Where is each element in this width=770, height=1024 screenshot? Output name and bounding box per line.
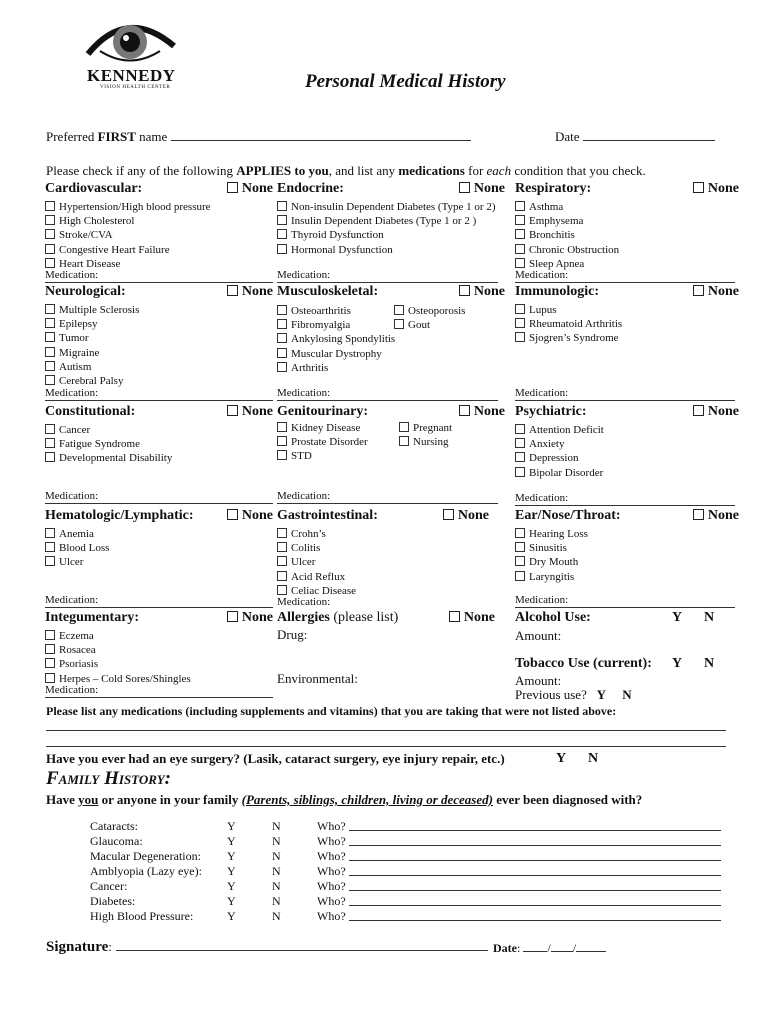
checkbox-icon[interactable] [277,450,287,460]
const-item[interactable] [45,437,273,451]
const-none[interactable]: None [227,404,273,420]
genito-item[interactable] [277,449,368,463]
condition-label: Cataracts: [90,819,138,833]
checkbox-icon[interactable] [515,528,525,538]
allergy-environmental[interactable]: Environmental: [277,671,358,686]
signature-line [116,950,488,951]
previous-yes[interactable]: Y [596,687,606,702]
ent-item[interactable] [515,527,739,541]
genito-label: STD [291,450,312,463]
resp-none[interactable]: None [693,181,739,197]
psychiatric-section: Psychiatric: None Attention Deficit Anxiety Depression Bipolar Disorder Medication: [515,404,739,504]
checkbox-icon[interactable] [45,630,55,640]
family-history-question: Have you or anyone in your family (Parents, siblings, children, living or deceased) ever been diagnosed with? [46,792,643,807]
checkbox-icon[interactable] [45,201,55,211]
checkbox-icon[interactable] [277,362,287,372]
family-history-row [90,909,730,924]
cardio-item[interactable] [45,200,273,214]
cardio-label: Stroke/CVA [59,229,113,242]
kennedy-logo [82,14,182,94]
checkbox-icon[interactable] [277,305,287,315]
checkbox-icon[interactable] [45,438,55,448]
allergies-section: Allergies (please list) None Drug: Environmental: [277,610,495,686]
ent-label: Sinusitis [529,542,567,555]
neuro-label: Migraine [59,346,100,359]
checkbox-icon[interactable] [45,215,55,225]
instructions: Please check if any of the following APPLIES to you, and list any medications for each condition that you check. [46,163,646,178]
cardio-item[interactable] [45,228,273,242]
resp-label: Bronchitis [529,229,575,242]
checkbox-icon[interactable] [45,258,55,268]
musc-item[interactable] [277,304,395,318]
const-label: Fatigue Syndrome [59,438,140,451]
endo-label: Hormonal Dysfunction [291,243,393,256]
neuro-label: Cerebral Palsy [59,375,124,388]
gastro-item[interactable] [277,570,497,584]
checkbox-icon[interactable] [45,424,55,434]
endo-items [277,200,505,257]
gastro-label: Crohn’s [291,528,326,540]
tobacco-no[interactable]: N [704,656,715,671]
other-meds-line-2[interactable] [46,746,726,747]
checkbox-icon[interactable] [399,436,409,446]
musc-col1 [277,304,395,375]
who-field[interactable]: Who? [317,894,346,909]
integ-items [45,629,273,686]
checkbox-icon[interactable] [45,644,55,654]
cardio-medication[interactable]: Medication: [45,269,273,283]
integ-label: Rosacea [59,644,96,657]
gastro-label: Celiac Disease [291,584,357,597]
integ-medication[interactable]: Medication: [45,684,273,698]
gastro-item[interactable] [277,527,497,541]
musc-item[interactable] [277,347,395,361]
gastro-label: Acid Reflux [291,570,346,583]
allergy-drug[interactable]: Drug: [277,627,308,642]
musc-label: Arthritis [291,361,329,374]
signature-date-field[interactable]: Date: / / [493,941,606,956]
neuro-medication[interactable]: Medication: [45,387,273,401]
immuno-label: Sjogren’s Syndrome [529,332,619,345]
checkbox-icon[interactable] [394,305,404,315]
checkbox-icon[interactable] [515,556,525,566]
family-history-row [90,879,730,894]
checkbox-icon[interactable] [515,542,525,552]
integ-none[interactable]: None [227,610,273,626]
musc-item[interactable] [277,332,395,346]
hema-label: Ulcer [59,556,84,569]
const-item[interactable] [45,423,273,437]
ent-label: Hearing Loss [529,528,588,540]
gastrointestinal-section: Gastrointestinal: None Crohn’s Colitis Ulcer Acid Reflux Celiac Disease Medication: [277,508,497,608]
genito-col2 [399,421,452,449]
immuno-label: Lupus [529,304,557,316]
const-medication[interactable]: Medication: [45,490,273,504]
who-field[interactable]: Who? [317,849,346,864]
psych-label: Bipolar Disorder [529,466,604,479]
neuro-label: Autism [59,360,92,373]
cardio-label: Congestive Heart Failure [59,243,170,256]
cardio-label: Heart Disease [59,257,121,270]
genitourinary-section: Genitourinary: None Kidney Disease Prostate Disorder STD Pregnant Nursing Medication: [277,404,505,502]
yes-option[interactable]: Y [227,849,236,863]
integumentary-section: Integumentary: None Eczema Rosacea Psoriasis Herpes – Cold Sores/Shingles Medication: [45,610,273,696]
neuro-items [45,303,273,388]
checkbox-icon[interactable] [515,215,525,225]
endo-label: Thyroid Dysfunction [291,229,384,242]
condition-label: Macular Degeneration: [90,849,201,863]
musc-label: Osteoporosis [408,305,466,317]
resp-item[interactable] [515,214,739,228]
checkbox-icon[interactable] [277,422,287,432]
integ-label: Eczema [59,630,94,642]
musc-item[interactable] [277,361,395,375]
other-meds-line-1[interactable] [46,730,726,731]
checkbox-icon[interactable] [277,571,287,581]
who-field[interactable]: Who? [317,819,346,834]
musc-item[interactable] [277,318,395,332]
immuno-label: Rheumatoid Arthritis [529,318,623,331]
cardio-items [45,200,273,271]
immuno-item[interactable] [515,303,739,317]
resp-label: Asthma [529,201,564,213]
date-field[interactable]: Date [555,129,715,145]
ent-item[interactable] [515,541,739,555]
genito-label: Kidney Disease [291,422,361,434]
neuro-label: Multiple Sclerosis [59,304,140,316]
cardio-item[interactable] [45,214,273,228]
hematologic-section: Hematologic/Lymphatic: None Anemia Blood Loss Ulcer Medication: [45,508,273,606]
integ-label: Herpes – Cold Sores/Shingles [59,672,191,685]
checkbox-icon[interactable] [515,258,525,268]
hema-label: Anemia [59,528,94,540]
neuro-item[interactable] [45,317,273,331]
neuro-item[interactable] [45,303,273,317]
alcohol-tobacco-section: Alcohol Use: Y N Amount: Tobacco Use (current): Y N Amount: Previous use? Y N [515,610,739,698]
constitutional-section: Constitutional: None Cancer Fatigue Syndrome Developmental Disability Medication: [45,404,273,502]
musc-label: Gout [408,319,430,332]
checkbox-icon[interactable] [45,229,55,239]
musc-label: Osteoarthritis [291,305,351,317]
gastro-item[interactable] [277,555,497,569]
checkbox-icon[interactable] [45,452,55,462]
const-label: Developmental Disability [59,452,173,465]
checkbox-icon[interactable] [277,244,287,254]
checkbox-icon[interactable] [45,318,55,328]
cardio-label: Hypertension/High blood pressure [59,201,211,213]
integ-item[interactable] [45,657,273,671]
condition-label: Glaucoma: [90,834,143,848]
checkbox-icon[interactable] [277,319,287,329]
condition-label: Cancer: [90,879,128,893]
name-field[interactable]: Preferred FIRST name [46,129,471,145]
checkbox-icon[interactable] [277,585,287,595]
checkbox-icon[interactable] [515,452,525,462]
who-field[interactable]: Who? [317,909,346,924]
who-field[interactable]: Who? [317,834,346,849]
logo-subtitle: VISION HEALTH CENTER [100,85,171,90]
checkbox-icon[interactable] [515,318,525,328]
tobacco-previous: Previous use? Y N [515,687,632,702]
resp-item[interactable] [515,243,739,257]
endo-none[interactable]: None [459,181,505,197]
checkbox-icon[interactable] [45,528,55,538]
psych-label: Anxiety [529,438,565,451]
const-label: Cancer [59,424,91,436]
eye-logo-icon [82,14,182,69]
genito-none[interactable]: None [459,404,505,420]
alcohol-amount[interactable]: Amount: [515,628,562,643]
condition-label: Diabetes: [90,894,136,908]
eye-surgery-question: Have you ever had an eye surgery? (Lasik, cataract surgery, eye injury repair, etc.) Y N [46,751,599,766]
resp-label: Sleep Apnea [529,257,585,270]
family-history-row [90,819,730,834]
checkbox-icon[interactable] [515,332,525,342]
checkbox-icon[interactable] [45,673,55,683]
musculoskeletal-section: Musculoskeletal: None Osteoarthritis Fibromyalgia Ankylosing Spondylitis Muscular Dystrophy Arthritis Osteoporosis Gout Medication: [277,284,505,399]
endocrine-section: Endocrine: None Non-insulin Dependent Diabetes (Type 1 or 2) Insulin Dependent Diabetes (Type 1 or 2 ) Thyroid Dysfunction Hormonal Dysfunction Medication: [277,181,505,281]
cardiovascular-section: Cardiovascular: None Hypertension/High blood pressure High Cholesterol Stroke/CVA Congestive Heart Failure Heart Disease Medication: [45,181,273,281]
ent-item[interactable] [515,570,739,584]
eye-surgery-yes[interactable]: Y [556,751,567,766]
no-option[interactable]: N [272,834,281,848]
checkbox-icon[interactable] [277,201,287,211]
no-option[interactable]: N [272,894,281,908]
previous-no[interactable]: N [622,687,632,702]
checkbox-icon[interactable] [45,361,55,371]
yes-option[interactable]: Y [227,909,236,923]
gastro-label: Colitis [291,542,321,555]
genito-label: Pregnant [413,422,453,434]
psych-item[interactable] [515,437,739,451]
psych-label: Depression [529,452,579,465]
resp-item[interactable] [515,200,739,214]
checkbox-icon[interactable] [515,201,525,211]
neuro-item[interactable] [45,346,273,360]
no-option[interactable]: N [272,819,281,833]
ent-item[interactable] [515,555,739,569]
endo-label: Non-insulin Dependent Diabetes (Type 1 or 2) [291,201,496,213]
no-option[interactable]: N [272,909,281,923]
family-history-row [90,849,730,864]
condition-label: High Blood Pressure: [90,909,194,923]
hema-item[interactable] [45,541,273,555]
date-line [583,140,715,141]
yes-option[interactable]: Y [227,894,236,908]
checkbox-icon[interactable] [45,556,55,566]
const-items [45,423,273,466]
hema-none[interactable]: None [227,508,273,524]
resp-medication[interactable]: Medication: [515,269,735,283]
checkbox-icon[interactable] [277,215,287,225]
checkbox-icon[interactable] [277,229,287,239]
condition-label: Amblyopia (Lazy eye): [90,864,202,878]
immuno-item[interactable] [515,331,739,345]
ent-items [515,527,739,584]
family-history-title: Family History: [46,768,171,789]
checkbox-icon[interactable] [515,467,525,477]
musc-none[interactable]: None [459,284,505,300]
resp-label: Chronic Obstruction [529,243,620,256]
hema-item[interactable] [45,555,273,569]
checkbox-icon[interactable] [45,542,55,552]
gastro-item[interactable] [277,541,497,555]
checkbox-icon[interactable] [515,244,525,254]
family-history-row [90,864,730,879]
name-line [171,140,471,141]
musc-medication[interactable]: Medication: [277,387,498,401]
checkbox-icon[interactable] [515,571,525,581]
cardio-label: High Cholesterol [59,215,135,228]
neuro-none[interactable]: None [227,284,273,300]
musc-item[interactable] [394,304,465,318]
checkbox-icon[interactable] [515,229,525,239]
gastro-items [277,527,497,598]
family-history-row [90,894,730,909]
musc-label: Ankylosing Spondylitis [291,333,396,346]
ent-label: Dry Mouth [529,556,579,569]
checkbox-icon[interactable] [277,528,287,538]
endo-item[interactable] [277,243,505,257]
no-option[interactable]: N [272,849,281,863]
checkbox-icon[interactable] [45,658,55,668]
page-title: Personal Medical History [305,71,506,92]
integ-item[interactable] [45,643,273,657]
psych-none[interactable]: None [693,404,739,420]
resp-label: Emphysema [529,215,584,228]
genito-label: Prostate Disorder [291,436,368,449]
alcohol-yes[interactable]: Y [672,610,683,625]
immuno-items [515,303,739,346]
neurological-section: Neurological: None Multiple Sclerosis Epilepsy Tumor Migraine Autism Cerebral Palsy Medication: [45,284,273,399]
genito-label: Nursing [413,436,449,449]
checkbox-icon[interactable] [277,556,287,566]
endo-item[interactable] [277,214,505,228]
checkbox-icon[interactable] [277,348,287,358]
checkbox-icon[interactable] [277,542,287,552]
resp-item[interactable] [515,228,739,242]
logo-name: KENNEDY [87,66,176,85]
endo-label: Insulin Dependent Diabetes (Type 1 or 2 ) [291,215,477,228]
resp-items [515,200,739,271]
ear-nose-throat-section: Ear/Nose/Throat: None Hearing Loss Sinusitis Dry Mouth Laryngitis Medication: [515,508,739,606]
neuro-label: Epilepsy [59,318,98,331]
immuno-medication[interactable]: Medication: [515,387,735,401]
ent-none[interactable]: None [693,508,739,524]
checkbox-icon[interactable] [45,347,55,357]
psych-item[interactable] [515,451,739,465]
genito-item[interactable] [399,421,452,435]
musc-label: Fibromyalgia [291,319,351,332]
tobacco-amount[interactable]: Amount: [515,673,562,688]
ent-label: Laryngitis [529,570,575,583]
const-item[interactable] [45,451,273,465]
psych-item[interactable] [515,466,739,480]
endo-medication[interactable]: Medication: [277,269,498,283]
neuro-label: Tumor [59,332,89,345]
neuro-item[interactable] [45,331,273,345]
psych-label: Attention Deficit [529,424,604,436]
hema-items [45,527,273,570]
hema-item[interactable] [45,527,273,541]
musc-item[interactable] [394,318,465,332]
who-field[interactable]: Who? [317,879,346,894]
genito-col1 [277,421,368,464]
checkbox-icon[interactable] [277,333,287,343]
gastro-medication[interactable]: Medication: [277,596,331,608]
genito-item[interactable] [277,435,368,449]
checkbox-icon[interactable] [515,424,525,434]
checkbox-icon[interactable] [277,436,287,446]
checkbox-icon[interactable] [399,422,409,432]
who-field[interactable]: Who? [317,864,346,879]
no-option[interactable]: N [272,864,281,878]
checkbox-icon[interactable] [515,438,525,448]
immunologic-section: Immunologic: None Lupus Rheumatoid Arthritis Sjogren’s Syndrome Medication: [515,284,739,399]
other-medications-question: Please list any medications (including supplements and vitamins) that you are taking that were not listed above: [46,704,617,718]
checkbox-icon[interactable] [45,332,55,342]
integ-label: Psoriasis [59,658,99,671]
psych-items [515,423,739,480]
family-history-row [90,834,730,849]
checkbox-icon[interactable] [515,304,525,314]
psych-item[interactable] [515,423,739,437]
eye-surgery-no[interactable]: N [588,751,599,766]
no-option[interactable]: N [272,879,281,893]
signature-field[interactable]: Signature: [46,938,488,956]
yes-option[interactable]: Y [227,864,236,878]
endo-item[interactable] [277,200,505,214]
tobacco-yes[interactable]: Y [672,656,683,671]
integ-item[interactable] [45,629,273,643]
hema-label: Blood Loss [59,542,110,555]
musc-label: Muscular Dystrophy [291,347,382,360]
genito-medication[interactable]: Medication: [277,490,498,504]
yes-option[interactable]: Y [227,819,236,833]
genito-item[interactable] [277,421,368,435]
respiratory-section: Respiratory: None Asthma Emphysema Bronchitis Chronic Obstruction Sleep Apnea Medication: [515,181,739,281]
immuno-item[interactable] [515,317,739,331]
endo-item[interactable] [277,228,505,242]
yes-option[interactable]: Y [227,879,236,893]
immuno-none[interactable]: None [693,284,739,300]
psych-medication[interactable]: Medication: [515,492,735,506]
neuro-item[interactable] [45,360,273,374]
musc-col2 [394,304,465,332]
allergy-none[interactable]: None [449,610,495,626]
checkbox-icon[interactable] [45,375,55,385]
genito-item[interactable] [399,435,452,449]
yes-option[interactable]: Y [227,834,236,848]
checkbox-icon[interactable] [45,304,55,314]
gastro-label: Ulcer [291,556,316,569]
checkbox-icon[interactable] [45,244,55,254]
checkbox-icon[interactable] [394,319,404,329]
cardio-item[interactable] [45,243,273,257]
alcohol-no[interactable]: N [704,610,715,625]
hema-medication[interactable]: Medication: [45,594,273,608]
cardio-none[interactable]: None [227,181,273,197]
ent-medication[interactable]: Medication: [515,594,735,608]
gastro-none[interactable]: None [443,508,489,524]
